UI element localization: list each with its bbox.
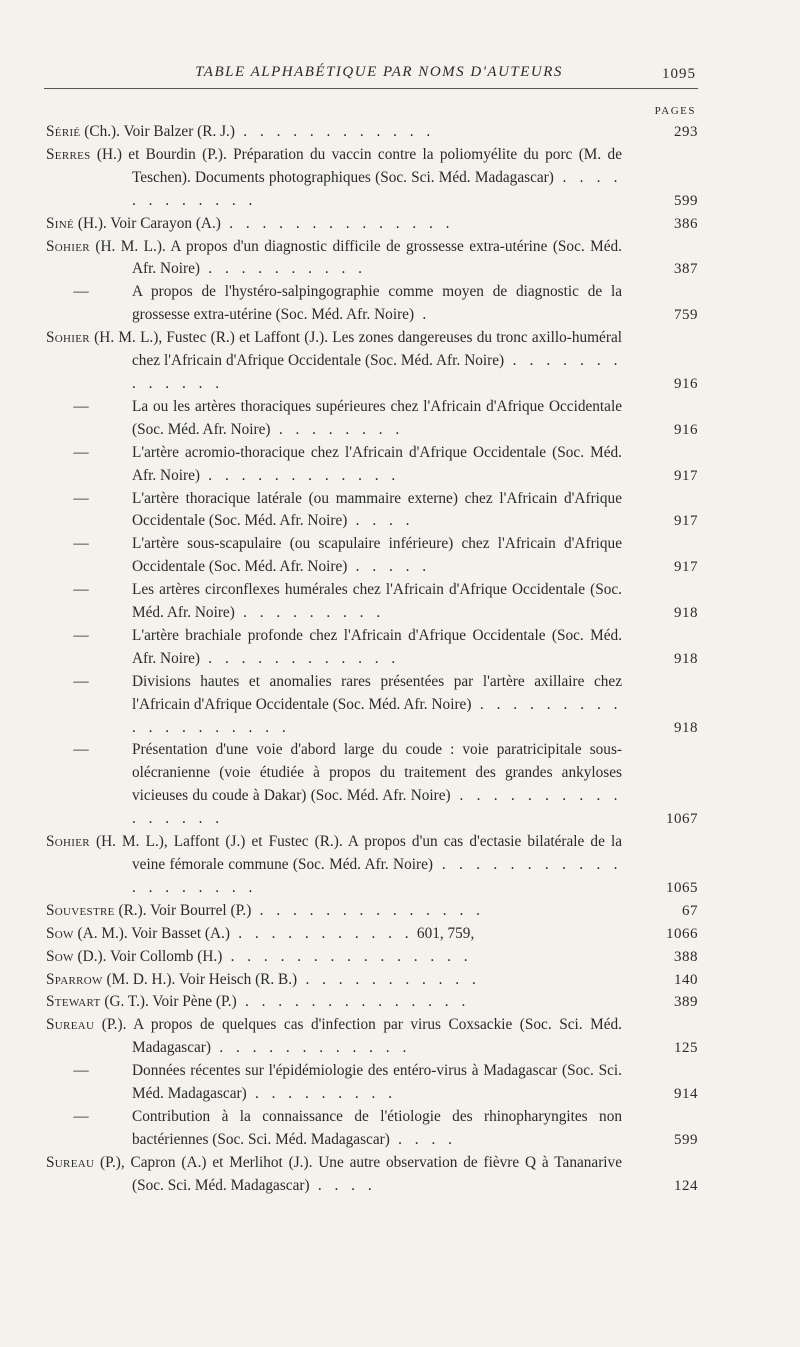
pages-column-label: PAGES [654,105,696,117]
index-entry [46,625,698,671]
page-reference: 918 [674,650,698,667]
entry-text: Les artères circonflexes humérales chez l'Africain d'Afrique Occidentale (Soc. Méd. Afr. Noire) [132,581,622,622]
page-reference: 1067 [666,811,698,828]
ditto-dash: — [73,397,89,415]
page-reference: 1065 [666,879,698,896]
index-entry [46,900,698,923]
page-reference: 67 [682,902,698,919]
index-entry [46,739,698,831]
page-reference: 917 [674,559,698,576]
leader-dots: . . . . . . . . . . . . [199,649,400,667]
page-reference: 387 [674,261,698,278]
ditto-dash: — [73,443,89,461]
index-entry [46,579,698,625]
page-reference: 125 [674,1040,698,1057]
entry-text: (G. T.). Voir Pène (P.) [100,993,237,1011]
page-reference: 918 [674,605,698,622]
header-page-number: 1095 [662,66,696,82]
entry-text: (P.). A propos de quelques cas d'infection par virus Coxsackie (Soc. Sci. Méd. Madagascar) [94,1016,622,1057]
leader-dots: . . . . . [347,558,431,576]
author-name: Siné [46,214,75,232]
author-name: Souvestre [46,901,115,919]
page-reference: 389 [674,994,698,1011]
leader-dots: . . . . . . . . . . . . [132,168,623,209]
entry-text: (D.). Voir Collomb (H.) [73,947,223,965]
leader-dots: . . . . . . . . . . . . . . . . . . . [132,856,622,896]
entry-text: Contribution à la connaissance de l'étiologie des rhinopharyngites non bactériennes (Soc. Sci. Méd. Madagascar) [132,1107,622,1148]
author-name: Sureau [46,1153,95,1171]
index-entry [46,488,698,534]
leader-dots: . . . . . . . . . . . . . . . . [132,787,623,828]
page-reference: 386 [674,215,698,232]
leader-dots: . . . . . . . . . . . . [211,1039,411,1057]
index-entry [46,1152,698,1198]
entry-text: (H.) et Bourdin (P.). Préparation du vaccin contre la poliomyélite du porc (M. de Teschen). Documents photographiques (Soc. Sci. Méd. Madagascar) [90,145,622,186]
index-entry [46,1106,698,1152]
header-title: TABLE ALPHABÉTIQUE PAR NOMS D'AUTEURS [195,64,563,80]
page-reference: 759 [674,307,698,324]
index-entry [46,213,698,236]
leader-dots: . [414,306,431,324]
page-reference: 917 [674,513,698,530]
ditto-dash: — [73,626,89,644]
index-entry [46,236,698,282]
index-entry [46,396,698,442]
page-reference: 1066 [666,925,698,942]
entry-text: (H. M. L.), Laffont (J.) et Fustec (R.). A propos d'un cas d'ectasie bilatérale de la veine fémorale commune (Soc. Méd. Afr. Noire) [89,833,622,873]
author-name: Sohier [46,833,90,851]
entry-text: L'artère thoracique latérale (ou mammaire externe) chez l'Africain d'Afrique Occidentale (Soc. Méd. Afr. Noire) [132,489,622,530]
leader-dots: . . . . [347,512,414,530]
index-entry [46,831,698,900]
page-reference: 293 [674,124,698,140]
entry-text: L'artère brachiale profonde chez l'Africain d'Afrique Occidentale (Soc. Méd. Afr. Noire) [132,626,622,667]
author-name: Sow [46,924,74,942]
author-name: Sérié [46,123,81,140]
author-name: Sow [46,947,74,965]
page-reference: 916 [674,375,698,392]
leader-dots: . . . . . . . . . [246,1085,397,1103]
index-entry [46,969,698,992]
entry-text: La ou les artères thoraciques supérieures chez l'Africain d'Afrique Occidentale (Soc. Méd. Afr. Noire) [132,397,622,438]
index-entry [46,121,698,144]
ditto-dash: — [73,672,89,690]
leader-dots: . . . . [309,1176,377,1194]
page-reference: 914 [674,1086,698,1103]
leader-dots: . . . . . . . . . . . . . . . . . . . [132,695,622,736]
leader-dots: . . . . . . . . . . . . . . . [222,947,473,965]
page-reference: 140 [674,971,698,988]
index-entry [46,923,698,946]
author-name: Sparrow [46,970,103,988]
index-entry [46,991,698,1014]
leader-dots: . . . . . . . . . . . . [199,466,400,484]
index-entry [46,1014,698,1060]
leader-dots: . . . . . . . . . . . [297,970,481,988]
entry-text: (H. M. L.). A propos d'un diagnostic difficile de grossesse extra-utérine (Soc. Méd. Afr. Noire) [89,237,622,278]
index-entry [46,327,698,396]
ditto-dash: — [73,489,89,507]
ditto-dash: — [73,535,89,553]
page-reference: 388 [674,948,698,965]
ditto-dash: — [73,1107,89,1125]
entry-text: (Ch.). Voir Balzer (R. J.) [80,123,235,140]
leader-dots: . . . . . . . . . . . . . . [236,993,470,1011]
author-name: Sohier [46,237,90,255]
extra-page-refs: 601, 759, [413,924,475,942]
entry-text: (A. M.). Voir Basset (A.) [73,924,230,942]
ditto-dash: — [73,1062,89,1080]
index-entry [46,1060,698,1106]
ditto-dash: — [73,741,89,759]
leader-dots: . . . . . . . . . . . . . . [251,901,485,919]
entry-text: L'artère acromio-thoracique chez l'Africain d'Afrique Occidentale (Soc. Méd. Afr. Noire) [132,443,622,484]
page-reference: 124 [674,1177,698,1194]
entry-text: Données récentes sur l'épidémiologie des entéro-virus à Madagascar (Soc. Sci. Méd. Madagascar) [132,1062,622,1103]
running-header [44,62,698,89]
leader-dots: . . . . . . . . . . . . . [132,352,622,392]
leader-dots: . . . . . . . . [270,420,404,438]
entry-text: (M. D. H.). Voir Heisch (R. B.) [102,970,298,988]
author-name: Serres [46,145,91,163]
page-reference: 916 [674,421,698,438]
author-name: Sohier [46,329,90,347]
leader-dots: . . . . . . . . . . . [229,924,414,942]
entry-text: Présentation d'une voie d'abord large du coude : voie paratricipitale sous-olécranienne (voie étudiée à propos du traitement des grandes ankyloses vicieuses du coude à Dakar) (Soc. Méd. Afr. Noire) [132,741,622,805]
entry-text: A propos de l'hystéro-salpingographie comme moyen de diagnostic de la grossesse extra-utérine (Soc. Méd. Afr. Noire) [132,283,622,324]
entry-text: (R.). Voir Bourrel (P.) [114,901,252,919]
index-entry [46,144,698,213]
leader-dots: . . . . . . . . . [234,604,385,622]
leader-dots: . . . . . . . . . . . . [234,123,435,140]
entry-text: Divisions hautes et anomalies rares présentées par l'artère axillaire chez l'Africain d'Afrique Occidentale (Soc. Méd. Afr. Noire) [132,672,622,713]
index-entries [46,121,698,1198]
author-name: Sureau [46,1016,95,1034]
index-entry [46,533,698,579]
ditto-dash: — [73,283,89,301]
entry-text: (H. M. L.), Fustec (R.) et Laffont (J.). Les zones dangereuses du tronc axillo-huméral chez l'Africain d'Afrique Occidentale (Soc. Méd. Afr. Noire) [89,329,622,370]
index-entry [46,281,698,327]
page-reference: 918 [674,719,698,736]
leader-dots: . . . . [389,1130,457,1148]
page-reference: 599 [674,1131,698,1148]
index-entry [46,442,698,488]
entry-text: L'artère sous-scapulaire (ou scapulaire inférieure) chez l'Africain d'Afrique Occidentale (Soc. Méd. Afr. Noire) [132,535,622,576]
leader-dots: . . . . . . . . . . [199,260,367,278]
author-name: Stewart [46,993,101,1011]
index-entry [46,671,698,740]
index-entry [46,946,698,969]
page-reference: 917 [674,467,698,484]
entry-text: (P.), Capron (A.) et Merlihot (J.). Une autre observation de fièvre Q à Tananarive (Soc. Sci. Méd. Madagascar) [94,1153,622,1194]
ditto-dash: — [73,581,89,599]
page-reference: 599 [674,192,698,209]
leader-dots: . . . . . . . . . . . . . . [220,214,454,232]
entry-text: (H.). Voir Carayon (A.) [74,214,221,232]
